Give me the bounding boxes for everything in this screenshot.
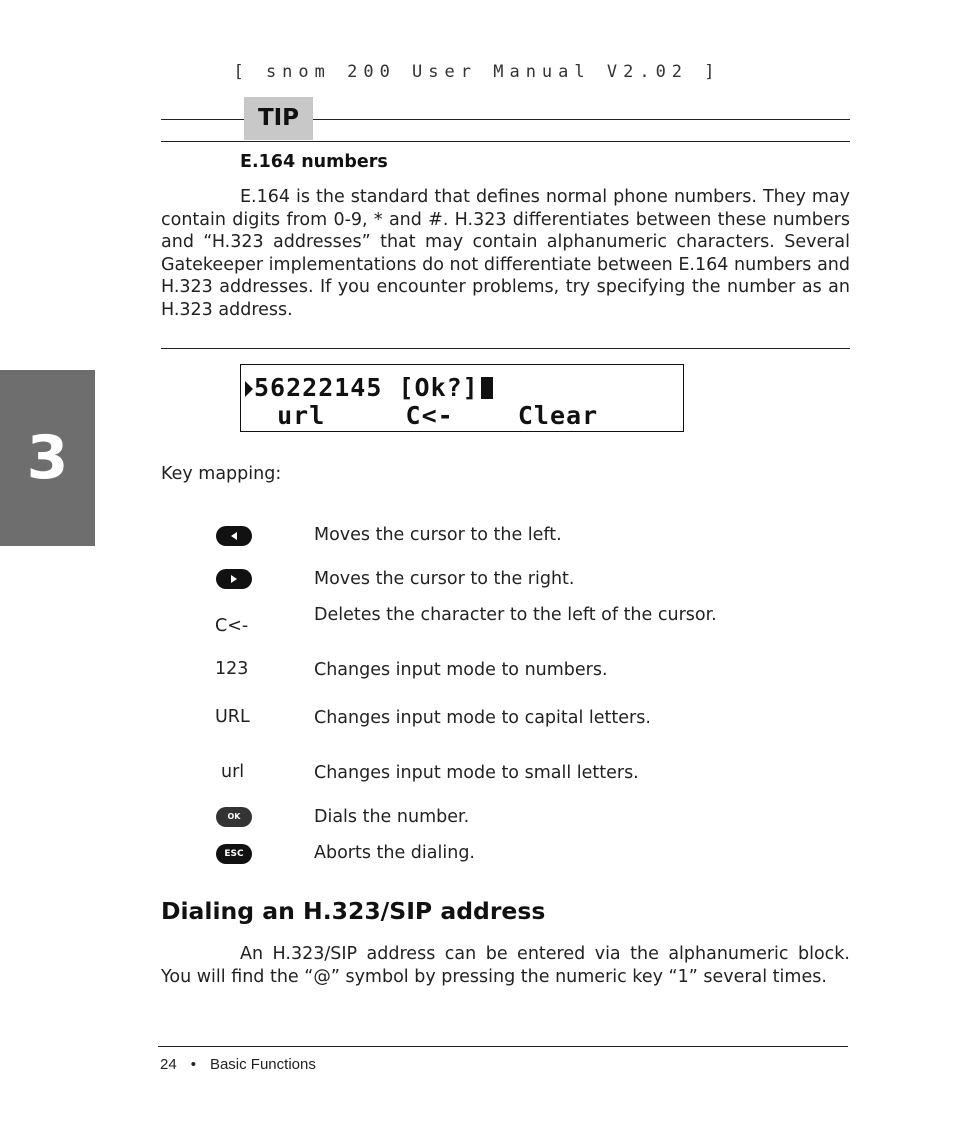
footer-rule bbox=[158, 1046, 848, 1047]
key-label: url bbox=[221, 762, 245, 782]
right-arrow-key-icon bbox=[216, 569, 252, 589]
lcd-line-2: url C<- Clear bbox=[245, 401, 599, 430]
key-label: C<- bbox=[215, 616, 249, 636]
tip-body: E.164 is the standard that defines normal phone numbers. They may contain digits from 0-9, * and #. H.323 differentiates between these numbers and “H.323 addresses” that may contain alphanumeric characters. Several Gatekeeper implementations do not differentiate between E.164 numbers and H.323 addresses. If you encounter problems, try specifying the number as an H.323 address. bbox=[161, 187, 850, 320]
tip-badge: TIP bbox=[244, 97, 313, 140]
key-description: Dials the number. bbox=[314, 807, 470, 827]
key-mapping-label: Key mapping: bbox=[161, 464, 282, 484]
key-description: Moves the cursor to the right. bbox=[314, 569, 575, 589]
ok-key-icon: OK bbox=[216, 807, 252, 827]
lcd-pointer-icon bbox=[245, 381, 253, 397]
tip-title: E.164 numbers bbox=[240, 152, 388, 172]
key-description: Changes input mode to small letters. bbox=[314, 763, 639, 783]
key-description: Deletes the character to the left of the cursor. bbox=[314, 605, 717, 625]
lcd-cursor-block-icon bbox=[481, 377, 493, 399]
lcd-line-1-text: 56222145 [Ok?] bbox=[254, 373, 479, 402]
tip-rule-bottom bbox=[161, 141, 850, 142]
key-description: Aborts the dialing. bbox=[314, 843, 475, 863]
page-footer bbox=[160, 1056, 316, 1073]
key-description: Moves the cursor to the left. bbox=[314, 525, 562, 545]
esc-key-icon: ESC bbox=[216, 844, 252, 864]
footer-bullet: • bbox=[190, 1056, 196, 1073]
key-description: Changes input mode to capital letters. bbox=[314, 708, 651, 728]
page-number: 24 bbox=[160, 1056, 177, 1073]
tip-end-rule bbox=[161, 348, 850, 349]
footer-section-name: Basic Functions bbox=[209, 1056, 316, 1073]
section-heading: Dialing an H.323/SIP address bbox=[161, 897, 546, 925]
left-arrow-key-icon bbox=[216, 526, 252, 546]
key-label: URL bbox=[215, 707, 250, 727]
chapter-tab: 3 bbox=[0, 370, 95, 546]
running-header: [ snom 200 User Manual V2.02 ] bbox=[233, 62, 721, 82]
key-description: Changes input mode to numbers. bbox=[314, 660, 608, 680]
section-body: An H.323/SIP address can be entered via the alphanumeric block. You will find the “@” symbol by pressing the numeric key “1” several times. bbox=[161, 944, 850, 987]
key-label: 123 bbox=[215, 659, 249, 679]
phone-lcd-display bbox=[240, 364, 684, 432]
lcd-line-1 bbox=[245, 373, 493, 402]
